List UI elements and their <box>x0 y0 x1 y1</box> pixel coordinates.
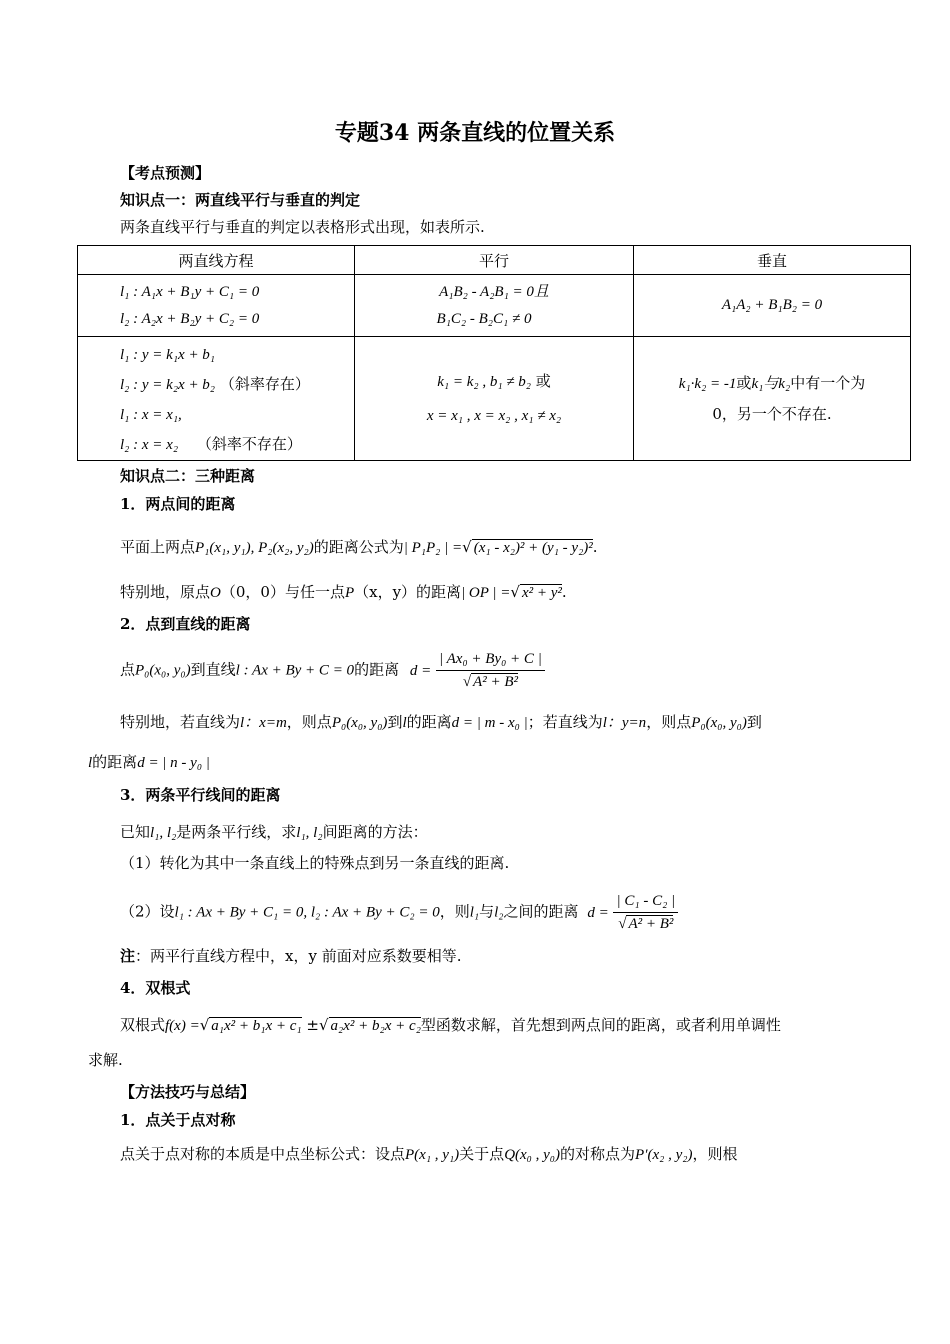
row1-parallel <box>355 275 634 337</box>
s2-special-case: 特别地，若直线为l：x=m，则点P₀(x₀, y₀)到l的距离d = | m - x₀ |；若直线为l：y=n，则点P₀(x₀, y₀)到 <box>120 713 762 731</box>
row2-perp <box>634 337 911 461</box>
row1-parallel-2: B₁C₂ - B₂C₁ ≠ 0 <box>436 310 532 327</box>
row1-equations <box>78 275 355 337</box>
row2-perp-k: k₁与k₂ <box>751 376 791 392</box>
row2-perp-tail: 中有一个为 <box>790 374 866 392</box>
table-header-equations: 两直线方程 <box>78 246 355 275</box>
kp1-heading: 知识点一：两直线平行与垂直的判定 <box>120 191 361 209</box>
row2-perp-1: k₁·k₂ = -1 <box>678 376 737 392</box>
row2-note1: （斜率存在） <box>219 374 310 393</box>
row2-or: 或 <box>535 372 551 390</box>
row1-perp: A₁A₂ + B₁B₂ = 0 <box>634 275 911 337</box>
table-header-perpendicular: 垂直 <box>634 246 911 275</box>
s2-point-line-distance: 点P₀(x₀, y₀)到直线l : Ax + By + C = 0的距离 d = $\frac{\text{| Ax₀ + By₀ + C |}}{\text{√ A² + B²}}$ <box>120 648 545 693</box>
row2-parallel-2: x = x₁ , x = x₂ , x₁ ≠ x₂ <box>426 408 562 424</box>
table-header-parallel: 平行 <box>355 246 634 275</box>
row2-eq3: l₁ : x = x₁, <box>120 406 182 423</box>
row1-eq1: l₁ : A₁x + B₁y + C₁ = 0 <box>120 283 260 300</box>
s1-distance-formula: 平面上两点P₁(x₁, y₁), P₂(x₂, y₂)的距离公式为| P₁P₂ | =√ (x₁ - x₂)² + (y₁ - y₂)². <box>120 538 598 556</box>
page-title: 专题34 两条直线的位置关系 <box>334 120 616 146</box>
s3-method2: （2）设l₁ : Ax + By + C₁ = 0, l₂ : Ax + By + C₂ = 0，则l₁与l₂之间的距离 d = $\frac{\text{| C₁ - C₂ |}}{\text{√ A² + B²}}$ <box>120 890 678 935</box>
row2-eq1: l₁ : y = k₁x + b₁ <box>120 346 216 363</box>
s3-intro: 已知l₁, l₂是两条平行线，求l₁, l₂间距离的方法： <box>120 823 428 841</box>
row2-perp-or: 或 <box>736 374 752 392</box>
s1-heading: 1．两点间的距离 <box>120 495 236 513</box>
row1-parallel-1: A₁B₂ - A₂B₁ = 0且 <box>439 283 549 300</box>
m1-heading: 1．点关于点对称 <box>120 1111 236 1129</box>
s4-heading: 4．双根式 <box>120 979 191 997</box>
kp1-intro: 两条直线平行与垂直的判定以表格形式出现，如表所示. <box>120 218 485 236</box>
row2-parallel-1: k₁ = k₂ , b₁ ≠ b₂ <box>437 374 531 390</box>
note-line: 注：两平行直线方程中，x，y 前面对应系数要相等. <box>120 947 462 965</box>
row2-eq4: l₂ : x = x₂ <box>120 436 179 453</box>
s2-special-case-cont: l的距离d = | n - y₀ | <box>88 753 210 771</box>
row2-parallel <box>355 337 634 461</box>
row2-perp-2: 0，另一个不存在. <box>712 405 832 423</box>
row2-equations <box>78 337 355 461</box>
s3-method1: （1）转化为其中一条直线上的特殊点到另一条直线的距离. <box>120 854 510 872</box>
row1-eq2: l₂ : A₂x + B₂y + C₂ = 0 <box>120 310 260 327</box>
row2-eq2: l₂ : y = k₂x + b₂ <box>120 376 216 393</box>
s3-heading: 3．两条平行线间的距离 <box>120 786 281 804</box>
s2-fraction: $\frac{\text{| Ax₀ + By₀ + C |}}{\text{√ A² + B²}}$ <box>436 648 545 693</box>
kp2-heading: 知识点二：三种距离 <box>120 467 256 485</box>
section-forecast: 【考点预测】 <box>120 164 211 182</box>
s2-heading: 2．点到直线的距离 <box>120 615 251 633</box>
s1-origin-distance: 特别地，原点O（0，0）与任一点P（x，y）的距离| OP | =√ x² + y². <box>120 583 567 601</box>
s3-fraction: $\frac{\text{| C₁ - C₂ |}}{\text{√ A² + B²}}$ <box>613 890 678 935</box>
row2-note2: （斜率不存在） <box>196 434 302 453</box>
comparison-table <box>77 245 911 461</box>
section-methods: 【方法技巧与总结】 <box>120 1083 256 1101</box>
m1-text: 点关于点对称的本质是中点坐标公式：设点P(x₁ , y₁)关于点Q(x₀ , y₀)的对称点为P′(x₂ , y₂)，则根 <box>120 1145 738 1163</box>
s4-text: 双根式f(x) =√ a₁x² + b₁x + c₁ ±√ a₂x² + b₂x + c₂型函数求解，首先想到两点间的距离，或者利用单调性 <box>120 1016 781 1034</box>
s4-text-cont: 求解. <box>88 1051 123 1069</box>
